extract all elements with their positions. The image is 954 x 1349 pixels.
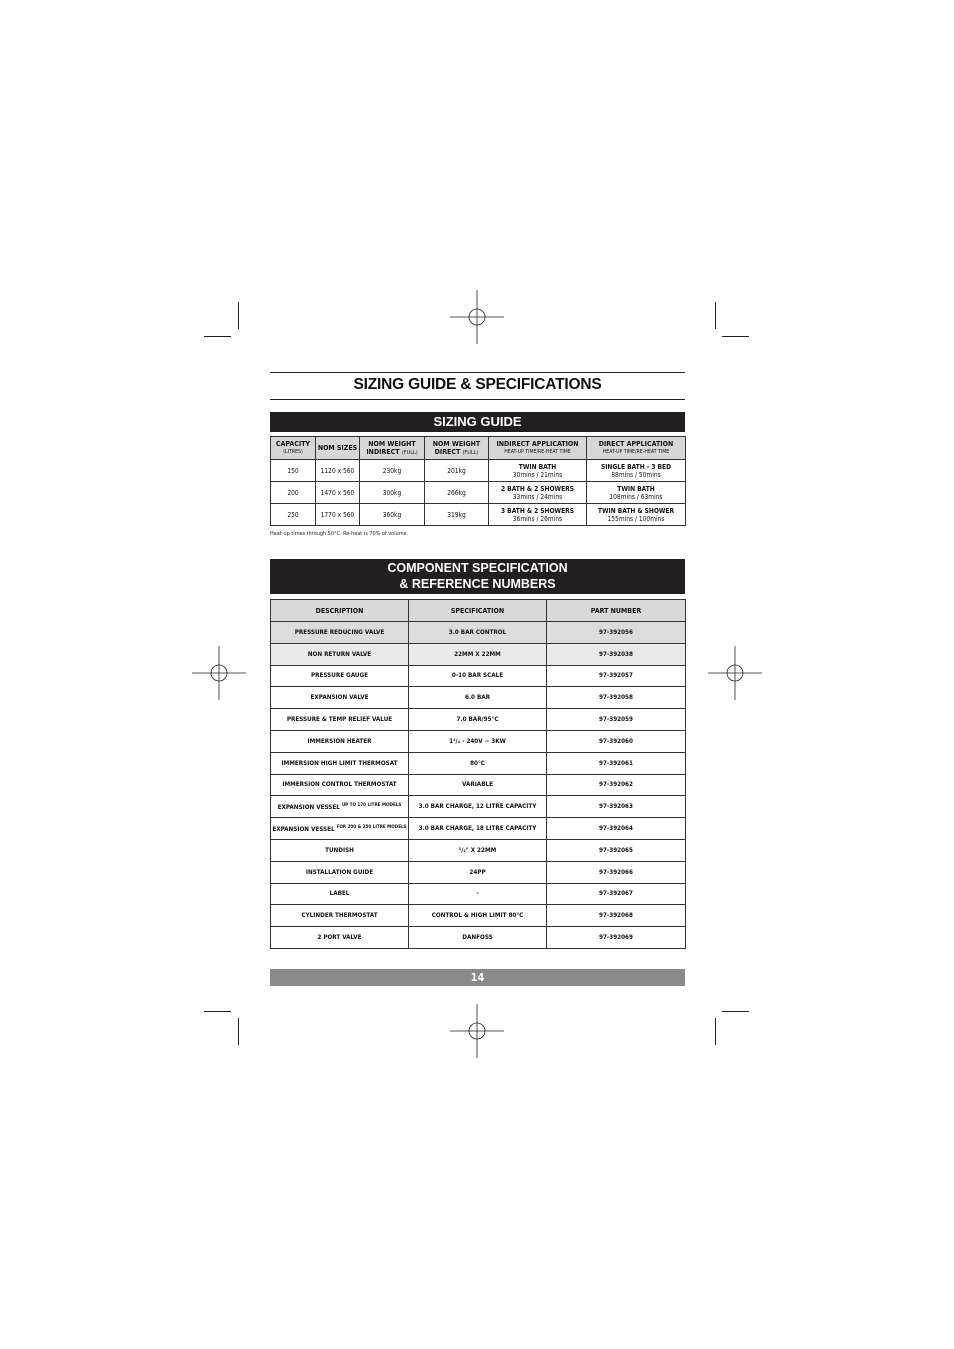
registration-mark-icon <box>708 646 762 700</box>
table-cell: EXPANSION VESSEL $^{FOR 200 \& 250 LITRE MODELS}$ <box>271 818 409 840</box>
table-cell: 97-392038 <box>547 643 686 665</box>
table-row <box>271 709 686 731</box>
crop-mark <box>238 1018 239 1045</box>
column-header: INDIRECT APPLICATION HEAT-UP TIME/RE-HEAT TIME <box>489 437 587 460</box>
table-cell: 2 BATH & 2 SHOWERS 33mins / 24mins <box>489 482 587 504</box>
table-cell: EXPANSION VALVE <box>271 687 409 709</box>
table-row <box>271 774 686 796</box>
table-row <box>271 643 686 665</box>
table-cell: 1¹/₄ - 240V ~ 3KW <box>409 730 547 752</box>
table-cell: 97-392064 <box>547 818 686 840</box>
table-cell: PRESSURE REDUCING VALVE <box>271 622 409 644</box>
table-row <box>271 927 686 949</box>
table-cell: 97-392065 <box>547 839 686 861</box>
table-cell: 1120 x 560 <box>316 460 360 482</box>
table-cell: 97-392068 <box>547 905 686 927</box>
table-cell: 3.0 BAR CHARGE, 12 LITRE CAPACITY <box>409 796 547 818</box>
table-cell: VARIABLE <box>409 774 547 796</box>
table-cell: 24PP <box>409 861 547 883</box>
table-row <box>271 622 686 644</box>
table-cell: 250 <box>271 504 316 526</box>
table-cell: 0-10 BAR SCALE <box>409 665 547 687</box>
table-cell: 3 BATH & 2 SHOWERS 36mins / 26mins <box>489 504 587 526</box>
table-header-row <box>271 600 686 622</box>
crop-mark <box>715 302 716 329</box>
table-cell: IMMERSION CONTROL THERMOSTAT <box>271 774 409 796</box>
heading-line: & REFERENCE NUMBERS <box>399 577 556 591</box>
table-row <box>271 504 686 526</box>
table-cell: EXPANSION VESSEL $^{UP TO 170 LITRE MODELS}$ <box>271 796 409 818</box>
table-cell: 22MM X 22MM <box>409 643 547 665</box>
column-header: PART NUMBER <box>547 600 686 622</box>
table-row <box>271 752 686 774</box>
registration-mark-icon <box>450 290 504 344</box>
table-cell: DANFOSS <box>409 927 547 949</box>
footnote: Heat-up times through 50°C. Re-heat is 70% of volume. <box>270 531 409 537</box>
column-header: NOM SIZES <box>316 437 360 460</box>
divider <box>270 372 685 373</box>
table-header-row <box>271 437 686 460</box>
table-cell: 201kg <box>425 460 489 482</box>
table-row <box>271 796 686 818</box>
table-cell: PRESSURE & TEMP RELIEF VALUE <box>271 709 409 731</box>
table-cell: 150 <box>271 460 316 482</box>
table-cell: 97-392062 <box>547 774 686 796</box>
table-row <box>271 482 686 504</box>
table-cell: NON RETURN VALVE <box>271 643 409 665</box>
table-cell: SINGLE BATH - 3 BED 88mins / 50mins <box>587 460 686 482</box>
registration-mark-icon <box>450 1004 504 1058</box>
table-row <box>271 665 686 687</box>
table-cell: 319kg <box>425 504 489 526</box>
table-cell: 360kg <box>360 504 425 526</box>
table-row <box>271 818 686 840</box>
page-title: SIZING GUIDE & SPECIFICATIONS <box>353 376 602 393</box>
table-cell: 97-392066 <box>547 861 686 883</box>
table-cell: 300kg <box>360 482 425 504</box>
table-cell: 200 <box>271 482 316 504</box>
table-cell: 97-392061 <box>547 752 686 774</box>
table-cell: 7.0 BAR/95°C <box>409 709 547 731</box>
table-cell: - <box>409 883 547 905</box>
table-cell: CONTROL & HIGH LIMIT 80°C <box>409 905 547 927</box>
table-cell: 80°C <box>409 752 547 774</box>
table-row <box>271 460 686 482</box>
table-cell: CYLINDER THERMOSTAT <box>271 905 409 927</box>
table-cell: 97-392057 <box>547 665 686 687</box>
table-cell: TUNDISH <box>271 839 409 861</box>
table-cell: 2 PORT VALVE <box>271 927 409 949</box>
table-cell: 97-392067 <box>547 883 686 905</box>
registration-mark-icon <box>192 646 246 700</box>
table-cell: INSTALLATION GUIDE <box>271 861 409 883</box>
component-table <box>270 599 686 949</box>
table-cell: 6.0 BAR <box>409 687 547 709</box>
table-cell: 97-392058 <box>547 687 686 709</box>
table-cell: IMMERSION HIGH LIMIT THERMOSAT <box>271 752 409 774</box>
page-number: 14 <box>270 969 685 986</box>
table-cell: 1770 x 560 <box>316 504 360 526</box>
heading-line: COMPONENT SPECIFICATION <box>387 561 568 575</box>
table-cell: LABEL <box>271 883 409 905</box>
crop-mark <box>722 336 749 337</box>
table-cell: 266kg <box>425 482 489 504</box>
section-heading-components <box>270 559 685 594</box>
table-cell: TWIN BATH 30mins / 21mins <box>489 460 587 482</box>
table-cell: ¹/₂" X 22MM <box>409 839 547 861</box>
column-header: NOM WEIGHT INDIRECT (FULL) <box>360 437 425 460</box>
table-cell: TWIN BATH 108mins / 63mins <box>587 482 686 504</box>
section-heading-sizing: SIZING GUIDE <box>270 412 685 432</box>
table-row <box>271 905 686 927</box>
table-cell: IMMERSION HEATER <box>271 730 409 752</box>
table-row <box>271 730 686 752</box>
table-cell: TWIN BATH & SHOWER 155mins / 100mins <box>587 504 686 526</box>
table-cell: 97-392069 <box>547 927 686 949</box>
table-cell: 1470 x 560 <box>316 482 360 504</box>
crop-mark <box>204 336 231 337</box>
crop-mark <box>715 1018 716 1045</box>
column-header: DESCRIPTION <box>271 600 409 622</box>
column-header: CAPACITY (LITRES) <box>271 437 316 460</box>
divider <box>270 399 685 400</box>
crop-mark <box>722 1011 749 1012</box>
table-cell: 97-392059 <box>547 709 686 731</box>
table-cell: 3.0 BAR CONTROL <box>409 622 547 644</box>
column-header: NOM WEIGHT DIRECT (FULL) <box>425 437 489 460</box>
table-cell: 3.0 BAR CHARGE, 18 LITRE CAPACITY <box>409 818 547 840</box>
sizing-table <box>270 436 686 526</box>
table-cell: PRESSURE GAUGE <box>271 665 409 687</box>
crop-mark <box>204 1011 231 1012</box>
crop-mark <box>238 302 239 329</box>
table-row <box>271 687 686 709</box>
table-cell: 97-392060 <box>547 730 686 752</box>
table-row <box>271 883 686 905</box>
table-row <box>271 861 686 883</box>
column-header: SPECIFICATION <box>409 600 547 622</box>
column-header: DIRECT APPLICATION HEAT-UP TIME/RE-HEAT TIME <box>587 437 686 460</box>
table-cell: 230kg <box>360 460 425 482</box>
table-cell: 97-392056 <box>547 622 686 644</box>
table-row <box>271 839 686 861</box>
table-cell: 97-392063 <box>547 796 686 818</box>
